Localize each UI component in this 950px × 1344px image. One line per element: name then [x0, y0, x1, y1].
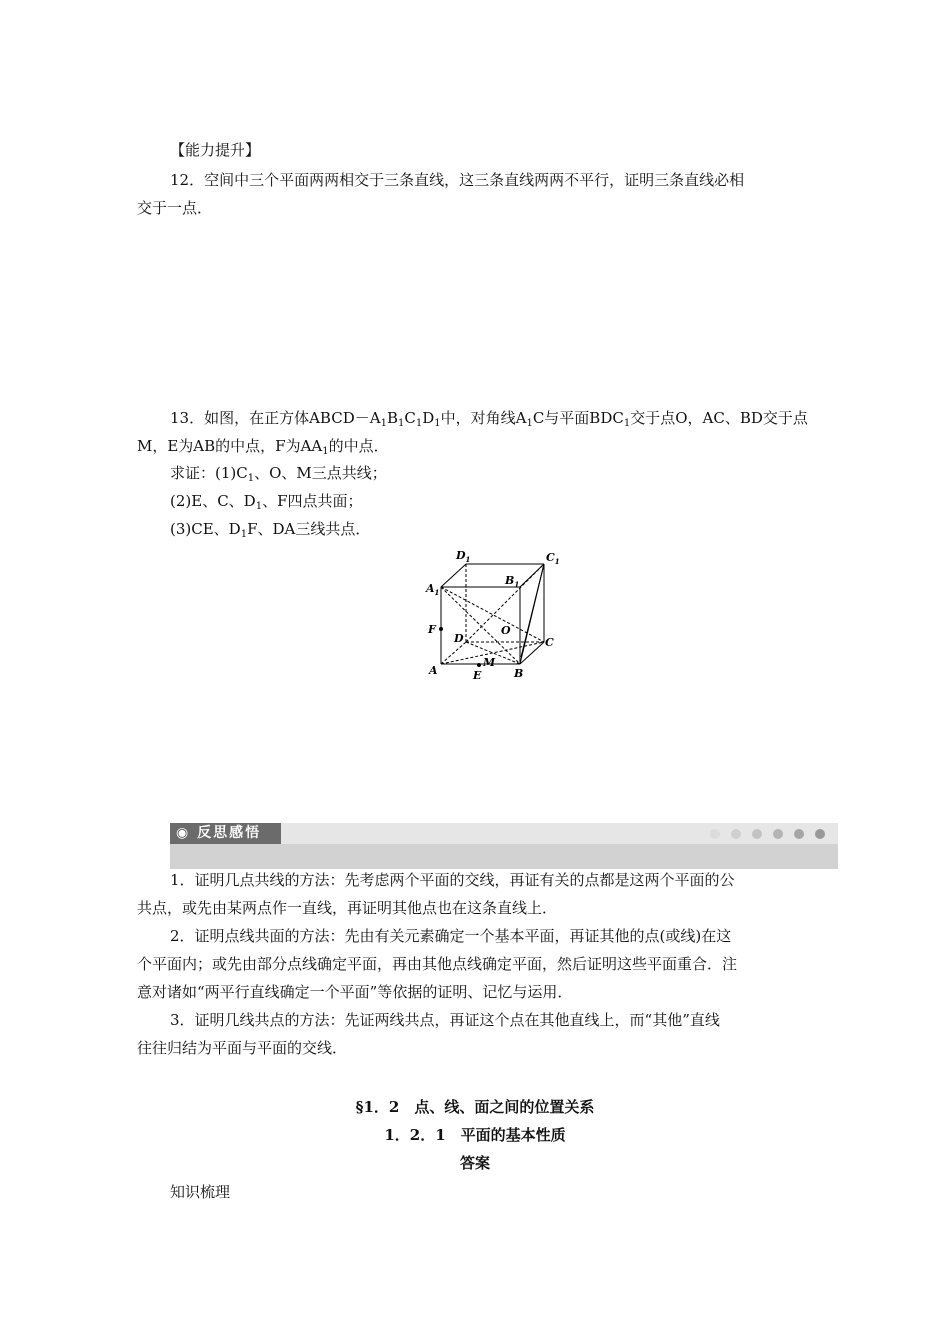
banner-title: ◉ 反思感悟 — [170, 823, 281, 844]
knowledge-review-label: 知识梳理 — [170, 1183, 231, 1201]
problem-13-line-1: 13．如图，在正方体$ABCD-A_1B_1C_1D_1$中，对角线$A_1C$与平面$BDC_1$交于点O，AC、BD交于点 — [170, 409, 808, 429]
label-c1: $C_1$ — [546, 551, 560, 566]
problem-13-question-1: 求证：$(1)C_1$、O、M三点共线； — [170, 464, 387, 484]
point-e — [477, 663, 481, 667]
reflection-1-line-1: 1．证明几点共线的方法：先考虑两个平面的交线，再证有关的点都是这两个平面的公 — [170, 871, 735, 889]
decor-dot — [752, 829, 762, 839]
label-b: B — [514, 667, 524, 680]
edge-a1d1 — [441, 564, 466, 587]
label-a: A — [429, 664, 438, 677]
point-f — [439, 627, 443, 631]
section-label: 【能力提升】 — [170, 141, 261, 159]
reflection-2-line-2: 个平面内；或先由部分点线确定平面，再由其他点线确定平面，然后证明这些平面重合．注 — [137, 955, 738, 973]
answer-heading: 答案 — [459, 1154, 490, 1172]
problem-13-question-2: (2)E、C、$D_1$、F四点共面； — [170, 492, 363, 512]
reflection-2-line-1: 2．证明点线共面的方法：先由有关元素确定一个基本平面，再证其他的点(或线)在这 — [170, 927, 732, 945]
decor-dot — [794, 829, 804, 839]
decor-dot — [710, 829, 720, 839]
decor-dot — [815, 829, 825, 839]
label-o: O — [501, 624, 511, 637]
label-e: E — [473, 669, 482, 682]
label-d: D — [454, 632, 464, 645]
reflection-1-line-2: 共点，或先由某两点作一直线，再证明其他点也在这条直线上． — [137, 899, 558, 917]
problem-13-question-3: (3)CE、$D_1F$、DA三线共点． — [170, 520, 371, 540]
answer-section-title: §1．2 点、线、面之间的位置关系 — [355, 1098, 595, 1116]
problem-13-line-2: M，E为AB的中点，F为$AA_1$的中点． — [137, 437, 389, 457]
label-f: F — [428, 623, 436, 636]
cube-figure — [420, 545, 570, 685]
label-m: M — [483, 656, 496, 669]
reflection-3-line-1: 3．证明几线共点的方法：先证两线共点，再证这个点在其他直线上，而“其他”直线 — [170, 1011, 720, 1029]
problem-12-line-1: 12．空间中三个平面两两相交于三条直线，这三条直线两两不平行，证明三条直线必相 — [170, 171, 745, 189]
label-b1: $B_1$ — [505, 574, 520, 589]
decor-dot — [731, 829, 741, 839]
label-c: C — [545, 636, 554, 649]
decor-dot — [773, 829, 783, 839]
reflection-3-line-2: 往往归结为平面与平面的交线． — [137, 1039, 348, 1057]
label-d1: $D_1$ — [456, 549, 471, 564]
edge-ad — [441, 642, 466, 664]
reflection-banner — [170, 823, 838, 869]
answer-subsection-title: 1．2．1 平面的基本性质 — [384, 1126, 566, 1144]
problem-12-line-2: 交于一点． — [137, 199, 213, 217]
reflection-2-line-3: 意对诸如“两平行直线确定一个平面”等依据的证明、记忆与运用． — [137, 983, 573, 1001]
label-a1: $A_1$ — [426, 582, 440, 597]
